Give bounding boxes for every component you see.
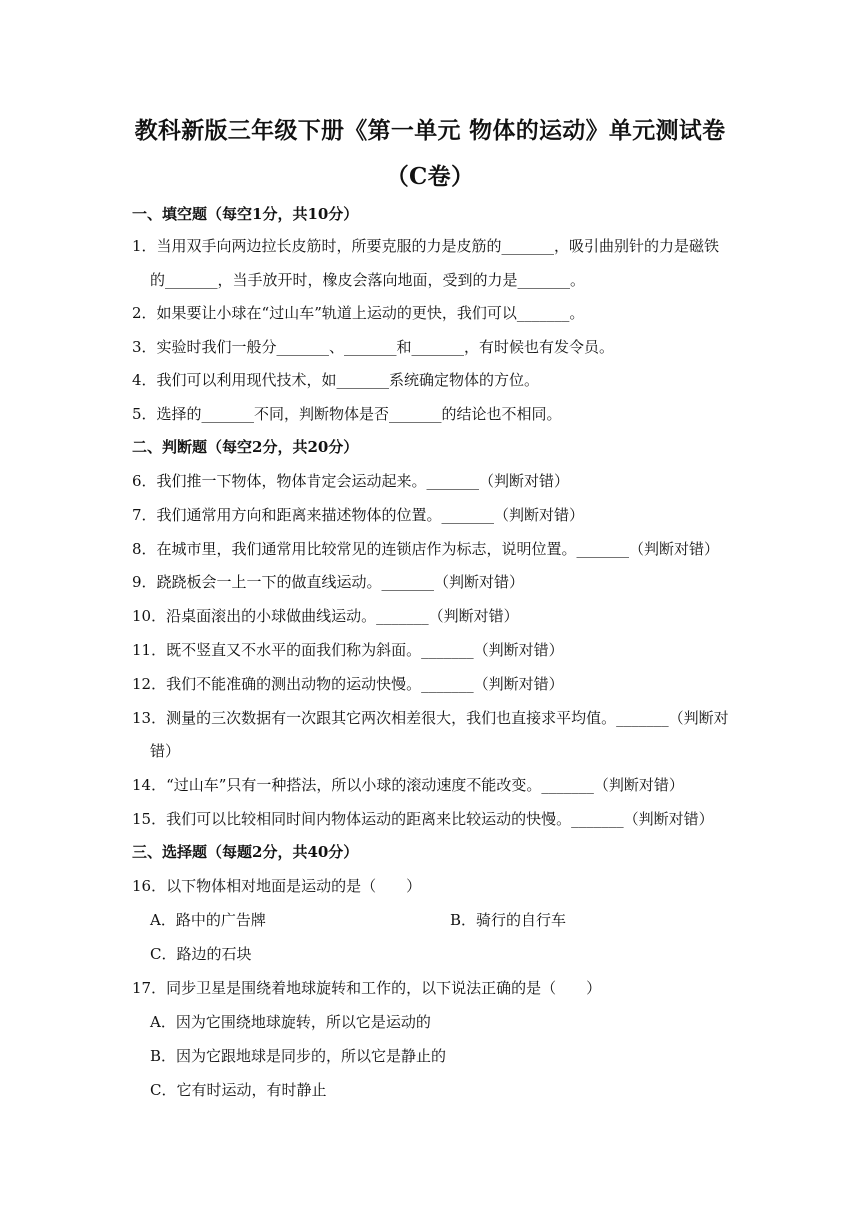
question-17-option-b: B．因为它跟地球是同步的，所以它是静止的: [150, 1047, 447, 1065]
page-title: 教科新版三年级下册《第一单元 物体的运动》单元测试卷（C卷）: [134, 117, 726, 190]
question-16-option-c: C．路边的石块: [150, 945, 252, 963]
question-10: 10．沿桌面滚出的小球做曲线运动。_______（判断对错）: [132, 607, 519, 625]
section-heading-fill-blank: 一、填空题（每空1分，共10分）: [132, 205, 359, 223]
question-17: 17．同步卫星是围绕着地球旋转和工作的，以下说法正确的是（ ）: [132, 979, 602, 997]
question-9: 9．跷跷板会一上一下的做直线运动。_______（判断对错）: [132, 573, 525, 591]
question-7: 7．我们通常用方向和距离来描述物体的位置。_______（判断对错）: [132, 506, 585, 524]
section-heading-true-false: 二、判断题（每空2分，共20分）: [132, 438, 359, 456]
section-heading-multiple-choice: 三、选择题（每题2分，共40分）: [132, 843, 359, 861]
question-16-option-a: A．路中的广告牌: [150, 911, 266, 929]
question-1-line-2: 的_______，当手放开时，橡皮会落向地面，受到的力是_______。: [150, 271, 586, 289]
question-1-line-1: 1．当用双手向两边拉长皮筋时，所要克服的力是皮筋的_______，吸引曲别针的力是磁铁: [132, 237, 720, 255]
question-6: 6．我们推一下物体，物体肯定会运动起来。_______（判断对错）: [132, 472, 570, 490]
question-4: 4．我们可以利用现代技术，如_______系统确定物体的方位。: [132, 371, 540, 389]
question-17-option-a: A．因为它围绕地球旋转，所以它是运动的: [150, 1013, 431, 1031]
question-15: 15．我们可以比较相同时间内物体运动的距离来比较运动的快慢。_______（判断对错）: [132, 810, 714, 828]
question-14: 14．“过山车”只有一种搭法，所以小球的滚动速度不能改变。_______（判断对错）: [132, 776, 684, 794]
question-13-line-1: 13．测量的三次数据有一次跟其它两次相差很大，我们也直接求平均值。_______（判断对: [132, 709, 729, 727]
question-3: 3．实验时我们一般分_______、_______和_______，有时候也有发令员。: [132, 338, 615, 356]
question-5: 5．选择的_______不同，判断物体是否_______的结论也不相同。: [132, 405, 562, 423]
question-8: 8．在城市里，我们通常用比较常见的连锁店作为标志，说明位置。_______（判断对错）: [132, 540, 720, 558]
question-2: 2．如果要让小球在“过山车”轨道上运动的更快，我们可以_______。: [132, 304, 585, 322]
question-17-option-c: C．它有时运动，有时静止: [150, 1081, 327, 1099]
question-16: 16．以下物体相对地面是运动的是（ ）: [132, 877, 422, 895]
question-13-line-2: 错）: [150, 742, 181, 760]
question-12: 12．我们不能准确的测出动物的运动快慢。_______（判断对错）: [132, 675, 564, 693]
question-11: 11．既不竖直又不水平的面我们称为斜面。_______（判断对错）: [132, 641, 564, 659]
question-16-option-b: B．骑行的自行车: [450, 911, 567, 929]
